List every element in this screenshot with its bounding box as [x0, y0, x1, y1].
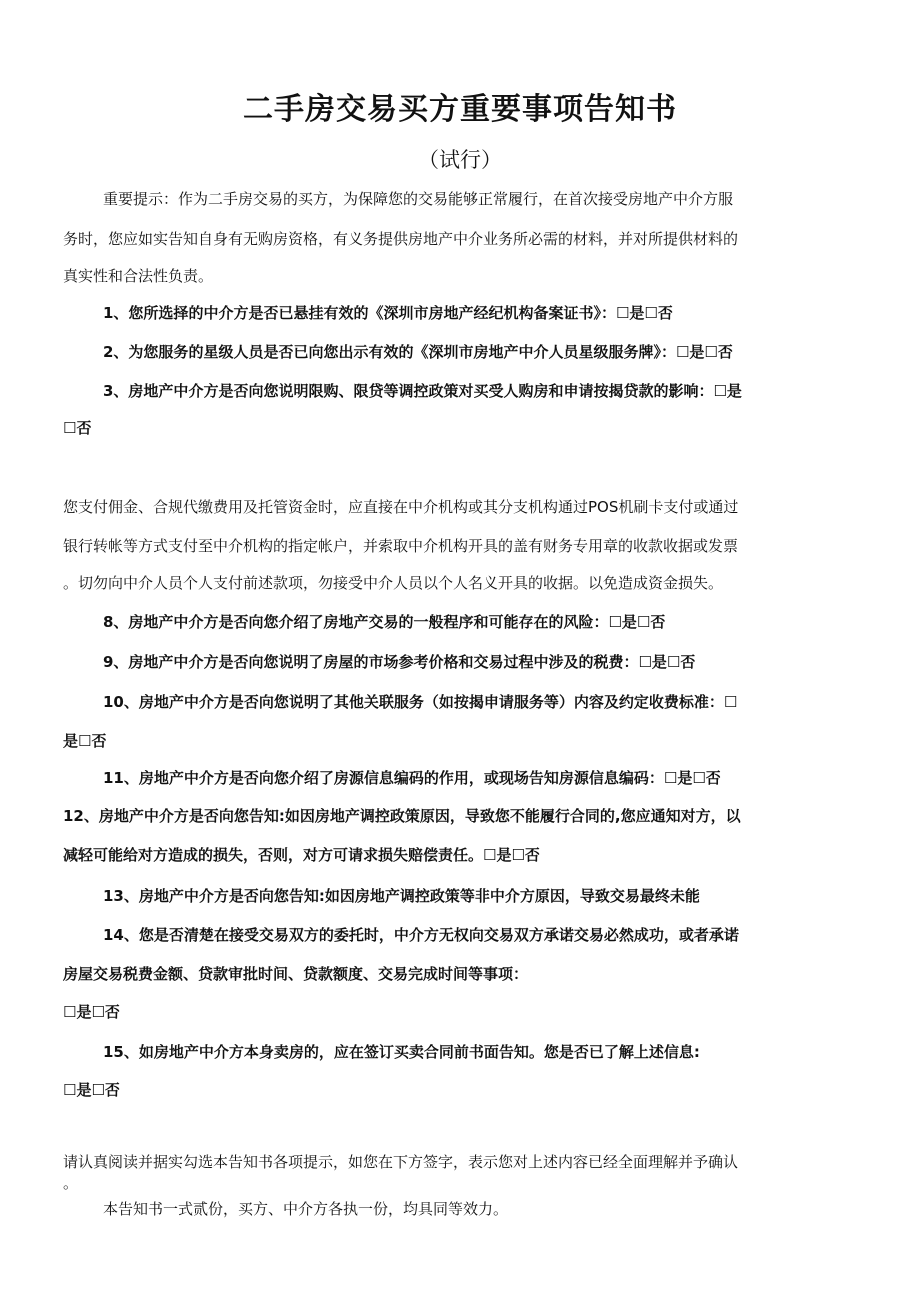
item-13: 13、房地产中介方是否向您告知:如因房地产调控政策等非中介方原因，导致交易最终未能: [103, 887, 700, 905]
notice-intro-line-3: 真实性和合法性负责。: [63, 267, 214, 285]
item-15: 15、如房地产中介方本身卖房的，应在签订买卖合同前书面告知。您是否已了解上述信息:: [103, 1043, 700, 1061]
item-1: 1、您所选择的中介方是否已悬挂有效的《深圳市房地产经纪机构备案证书》：☐是☐否: [103, 304, 673, 322]
document-subtitle: （试行）: [418, 148, 502, 172]
item-14-choice: ☐是☐否: [63, 1003, 120, 1021]
item-3-cont: ☐否: [63, 419, 92, 437]
item-14: 14、您是否清楚在接受交易双方的委托时，中介方无权向交易双方承诺交易必然成功，或者承诺: [103, 926, 739, 944]
item-12: 12、房地产中介方是否向您告知:如因房地产调控政策原因，导致您不能履行合同的,您应通知对方，以: [63, 807, 741, 825]
closing-notice-line-1: 请认真阅读并据实勾选本告知书各项提示，如您在下方签字，表示您对上述内容已经全面理解并予确认: [63, 1153, 739, 1171]
item-11: 11、房地产中介方是否向您介绍了房源信息编码的作用，或现场告知房源信息编码：☐是☐否: [103, 769, 721, 787]
item-3: 3、房地产中介方是否向您说明限购、限贷等调控政策对买受人购房和申请按揭贷款的影响：☐是: [103, 382, 742, 400]
item-10-cont: 是☐否: [63, 732, 107, 750]
notice-intro-line-1: 重要提示：作为二手房交易的买方，为保障您的交易能够正常履行，在首次接受房地产中介方服: [103, 190, 734, 208]
item-10: 10、房地产中介方是否向您说明了其他关联服务（如按揭申请服务等）内容及约定收费标准：☐: [103, 693, 738, 711]
payment-notice-line-1: 您支付佣金、合规代缴费用及托管资金时，应直接在中介机构或其分支机构通过POS机刷卡支付或通过: [63, 498, 739, 516]
payment-notice-line-2: 银行转帐等方式支付至中介机构的指定帐户，并索取中介机构开具的盖有财务专用章的收款收据或发票: [63, 537, 739, 555]
item-2: 2、为您服务的星级人员是否已向您出示有效的《深圳市房地产中介人员星级服务牌》：☐是☐否: [103, 343, 733, 361]
payment-notice-line-3: 。切勿向中介人员个人支付前述款项，勿接受中介人员以个人名义开具的收据。以免造成资金损失。: [63, 574, 724, 592]
item-9: 9、房地产中介方是否向您说明了房屋的市场参考价格和交易过程中涉及的税费：☐是☐否: [103, 653, 696, 671]
item-14-cont: 房屋交易税费金额、贷款审批时间、贷款额度、交易完成时间等事项：: [63, 965, 529, 983]
notice-intro-line-2: 务时，您应如实告知自身有无购房资格，有义务提供房地产中介业务所必需的材料，并对所提供材料的: [63, 230, 739, 248]
item-8: 8、房地产中介方是否向您介绍了房地产交易的一般程序和可能存在的风险：☐是☐否: [103, 613, 666, 631]
closing-notice-line-2: 。: [63, 1174, 79, 1192]
copies-statement: 本告知书一式贰份，买方、中介方各执一份，均具同等效力。: [103, 1200, 509, 1218]
document-title: 二手房交易买方重要事项告知书: [243, 92, 677, 127]
item-15-choice: ☐是☐否: [63, 1081, 120, 1099]
item-12-cont: 减轻可能给对方造成的损失，否则，对方可请求损失赔偿责任。☐是☐否: [63, 846, 540, 864]
